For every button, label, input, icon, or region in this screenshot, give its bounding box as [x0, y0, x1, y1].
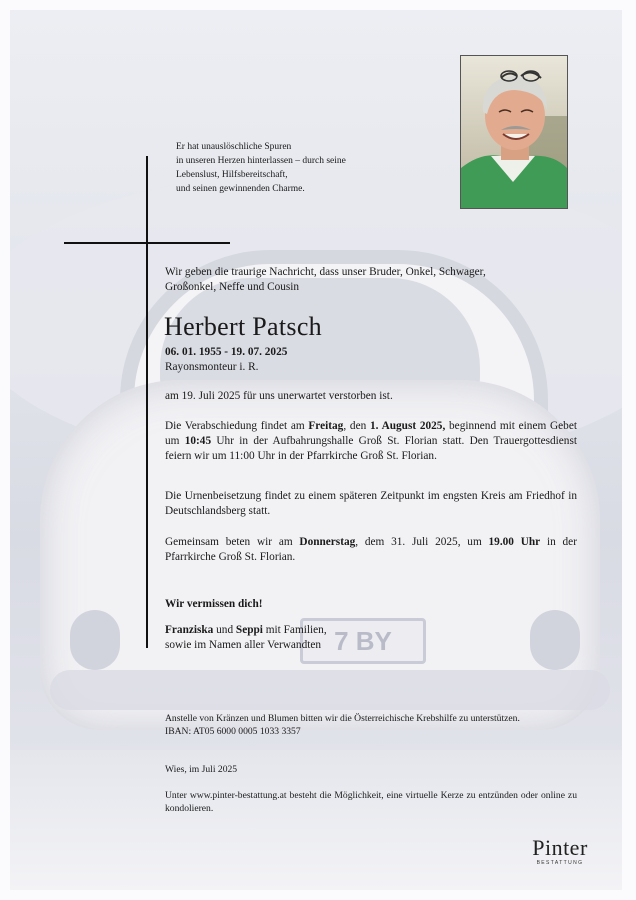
cross-vertical [146, 156, 148, 648]
mourners: Franziska und Seppi mit Familien, sowie im Namen aller Verwandten [165, 624, 327, 652]
death-notice: am 19. Juli 2025 für uns unerwartet verstorben ist. [165, 390, 393, 402]
deceased-name: Herbert Patsch [164, 312, 322, 341]
iban: IBAN: AT05 6000 0005 1033 3357 [165, 726, 301, 737]
donation-note: Anstelle von Kränzen und Blumen bitten wir die Österreichische Krebshilfe zu unterstützen. IBAN: AT05 6000 0005 1033 3357 [165, 712, 577, 738]
life-dates: 06. 01. 1955 - 19. 07. 2025 [165, 346, 288, 358]
farewell-paragraph: Die Verabschiedung findet am Freitag, den 1. August 2025, beginnend mit einem Gebet um 10:45 Uhr in der Aufbahrungshalle Groß St. Florian statt. Den Trauergottesdienst feiern wir um 11:00 Uhr in der Pfarrkirche Groß St. Florian. [165, 420, 577, 463]
intro-text: Wir geben die traurige Nachricht, dass unser Bruder, Onkel, Schwager, Großonkel, Neffe und Cousin [165, 266, 486, 294]
license-plate: 7 BY [300, 618, 426, 664]
occupation: Rayonsmonteur i. R. [165, 361, 259, 374]
place-date: Wies, im Juli 2025 [165, 764, 238, 775]
prayer-paragraph: Gemeinsam beten wir am Donnerstag, dem 31. Juli 2025, um 19.00 Uhr in der Pfarrkirche Groß St. Florian. [165, 536, 577, 564]
cross-horizontal [64, 242, 230, 244]
pinter-logo: Pinter BESTATTUNG [532, 835, 588, 866]
deceased-info [165, 345, 577, 375]
online-condolence-note: Unter www.pinter-bestattung.at besteht die Möglichkeit, eine virtuelle Kerze zu entzünden oder online zu kondolieren. [165, 790, 577, 814]
urn-paragraph: Die Urnenbeisetzung findet zu einem späteren Zeitpunkt im engsten Kreis am Friedhof in Deutschlandsberg statt. [165, 490, 577, 518]
portrait-photo [460, 55, 568, 209]
memorial-quote: Er hat unauslöschliche Spuren in unseren Herzen hinterlassen – durch seine Lebenslust, Hilfsbereitschaft, und seinen gewinnenden Charme. [176, 142, 346, 194]
miss-you-line: Wir vermissen dich! [165, 598, 263, 610]
